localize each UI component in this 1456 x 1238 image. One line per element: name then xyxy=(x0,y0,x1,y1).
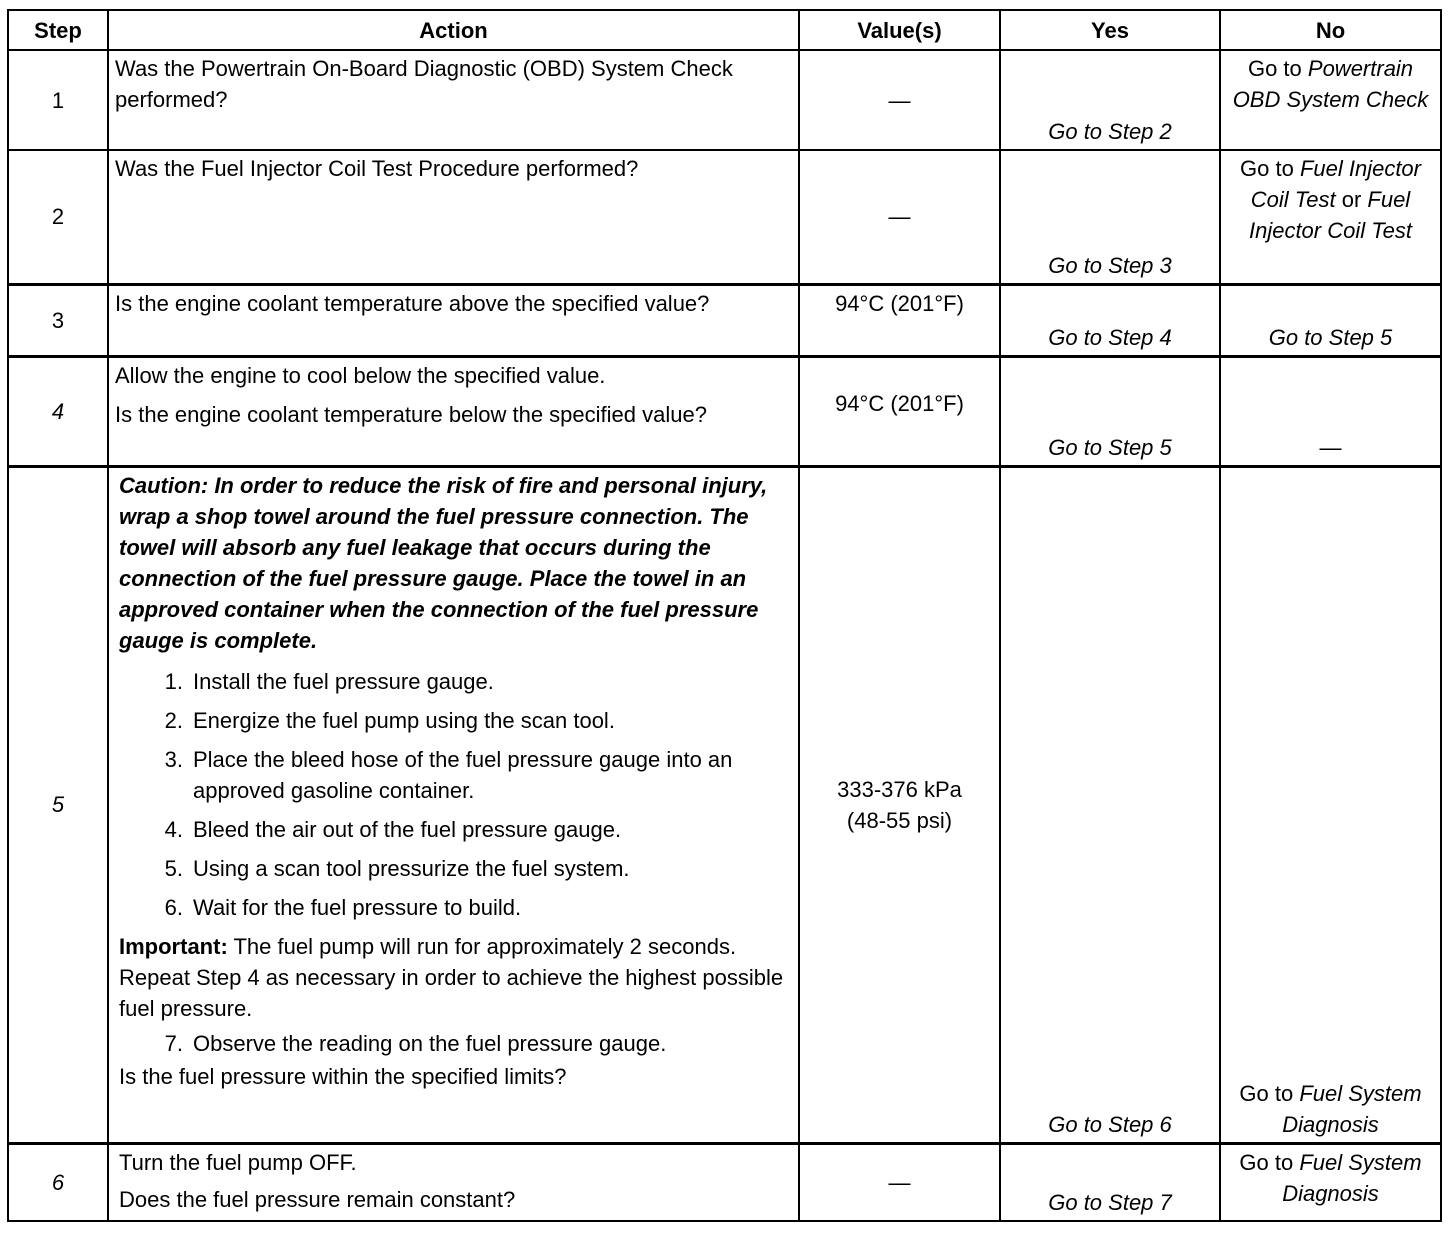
action-question: Is the fuel pressure within the specified limits? xyxy=(119,1063,567,1089)
no-or: or xyxy=(1341,187,1362,212)
no-link[interactable]: Powertrain OBD System Check xyxy=(1232,56,1429,112)
action-text: Was the Powertrain On-Board Diagnostic (OBD) System Check performed? xyxy=(115,56,733,112)
step-number: 5 xyxy=(8,466,108,1143)
value-cell: — xyxy=(799,1143,1000,1221)
list-item: 5. Using a scan tool pressurize the fuel system. xyxy=(164,855,630,881)
action-text: Allow the engine to cool below the specified value. xyxy=(115,362,606,388)
action-question: Does the fuel pressure remain constant? xyxy=(119,1186,516,1212)
yes-link[interactable]: Go to Step 6 xyxy=(1000,466,1220,1143)
list-item: 1. Install the fuel pressure gauge. xyxy=(164,668,494,694)
value-cell: — xyxy=(799,50,1000,150)
header-step: Step xyxy=(8,10,108,50)
action-cell xyxy=(108,150,799,284)
caution-text: Caution: In order to reduce the risk of fire and personal injury, wrap a shop towel around the fuel pressure connection. The towel will absorb any fuel leakage that occurs during the connection of the fuel pressure gauge. Place the towel in an approved container when the connection of the fuel pressure gauge is complete. xyxy=(119,472,768,653)
no-link[interactable]: Go to Step 5 xyxy=(1220,284,1441,356)
yes-link[interactable]: Go to Step 2 xyxy=(1000,50,1220,150)
step-number: 1 xyxy=(8,50,108,150)
yes-link[interactable]: Go to Step 4 xyxy=(1000,284,1220,356)
header-yes: Yes xyxy=(1000,10,1220,50)
no-cell: — xyxy=(1220,356,1441,466)
header-action: Action xyxy=(108,10,799,50)
header-values: Value(s) xyxy=(799,10,1000,50)
list-item: 6. Wait for the fuel pressure to build. xyxy=(164,894,522,920)
action-text: Is the engine coolant temperature above the specified value? xyxy=(115,290,710,316)
no-prefix: Go to xyxy=(1239,1149,1294,1175)
value-cell: — xyxy=(799,150,1000,284)
yes-link[interactable]: Go to Step 3 xyxy=(1000,150,1220,284)
value-cell: 94°C (201°F) xyxy=(799,284,1000,356)
no-link[interactable]: Fuel Injector Coil Test xyxy=(1248,187,1413,243)
table-row xyxy=(8,1143,1441,1221)
table-row xyxy=(8,284,1441,356)
important-text: The fuel pump will run for approximately 2 seconds. Repeat Step 4 as necessary in order to achieve the highest possible fuel pressure. xyxy=(119,933,784,1021)
value-cell xyxy=(799,466,1000,1143)
no-cell xyxy=(1220,1143,1441,1221)
header-row xyxy=(8,10,1441,50)
value-cell: 94°C (201°F) xyxy=(799,356,1000,466)
yes-link[interactable]: Go to Step 5 xyxy=(1000,356,1220,466)
list-item: 7. Observe the reading on the fuel pressure gauge. xyxy=(164,1030,667,1056)
important-note xyxy=(119,931,792,1024)
no-prefix: Go to xyxy=(1239,1080,1294,1106)
step-number: 4 xyxy=(8,356,108,466)
value-psi: (48-55 psi) xyxy=(846,807,953,833)
action-cell xyxy=(108,1143,799,1221)
no-link[interactable]: Fuel System Diagnosis xyxy=(1282,1080,1422,1137)
table-row xyxy=(8,466,1441,1143)
no-prefix: Go to xyxy=(1247,56,1302,81)
action-question: Is the engine coolant temperature below the specified value? xyxy=(115,401,707,427)
important-label: Important: xyxy=(119,933,228,959)
header-no: No xyxy=(1220,10,1441,50)
yes-link[interactable]: Go to Step 7 xyxy=(1000,1143,1220,1221)
no-cell xyxy=(1220,150,1441,284)
procedure-list xyxy=(119,1028,792,1059)
table-row xyxy=(8,150,1441,284)
no-cell xyxy=(1220,466,1441,1143)
action-cell xyxy=(108,50,799,150)
action-cell xyxy=(108,466,799,1143)
diagnostic-table xyxy=(7,9,1442,1222)
no-link[interactable]: Fuel Injector Coil Test xyxy=(1250,156,1421,212)
step-number: 3 xyxy=(8,284,108,356)
action-text: Turn the fuel pump OFF. xyxy=(119,1149,357,1175)
table-row xyxy=(8,356,1441,466)
no-link[interactable]: Fuel System Diagnosis xyxy=(1282,1149,1422,1206)
value-kpa: 333-376 kPa xyxy=(837,776,962,802)
list-item: 3. Place the bleed hose of the fuel pressure gauge into an approved gasoline container. xyxy=(164,746,733,803)
list-item: 4. Bleed the air out of the fuel pressure gauge. xyxy=(164,816,622,842)
procedure-list xyxy=(119,666,792,923)
no-prefix: Go to xyxy=(1240,156,1294,181)
action-cell xyxy=(108,356,799,466)
step-number: 6 xyxy=(8,1143,108,1221)
step-number: 2 xyxy=(8,150,108,284)
list-item: 2. Energize the fuel pump using the scan tool. xyxy=(164,707,615,733)
table-row xyxy=(8,50,1441,150)
no-cell xyxy=(1220,50,1441,150)
action-cell xyxy=(108,284,799,356)
action-text: Was the Fuel Injector Coil Test Procedure performed? xyxy=(115,156,639,181)
